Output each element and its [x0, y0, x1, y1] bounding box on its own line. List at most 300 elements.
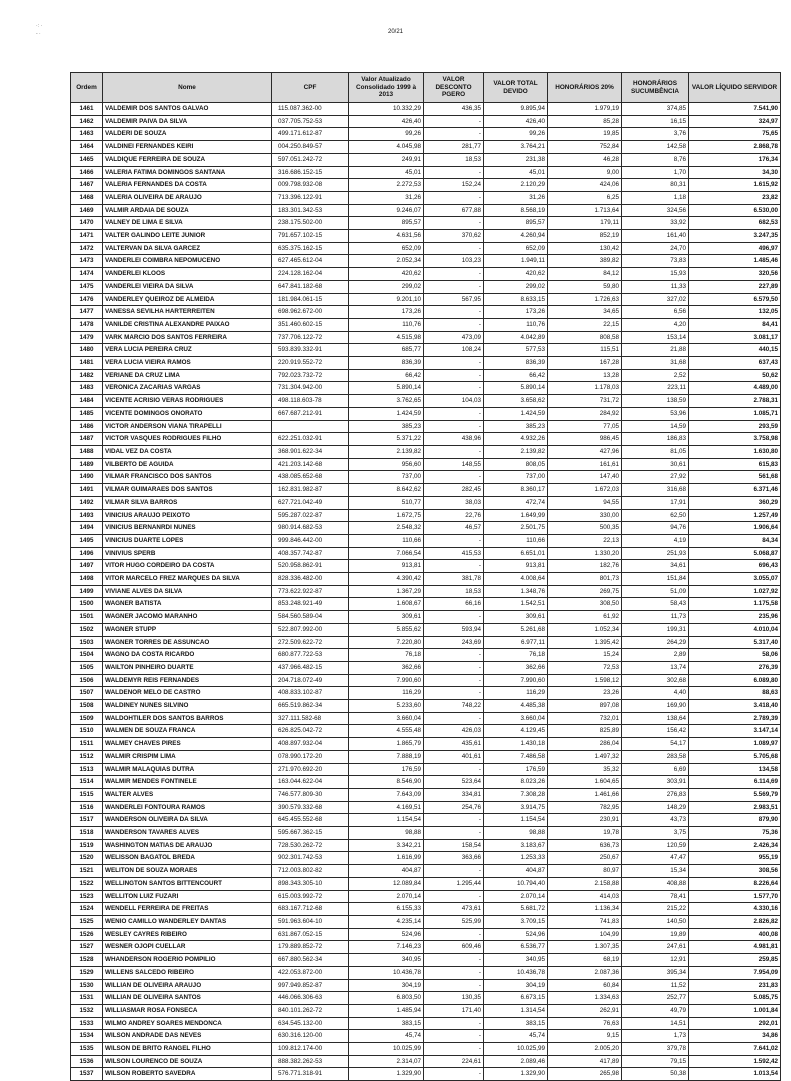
- cell-honorarios-20: 167,28: [548, 357, 622, 370]
- cell-nome: VANILDE CRISTINA ALEXANDRE PAIXAO: [103, 318, 272, 331]
- cell-valor-total: 420,62: [484, 268, 548, 281]
- cell-honorarios-sucumbencia: 13,74: [622, 661, 689, 674]
- cell-honorarios-sucumbencia: 6,56: [622, 306, 689, 319]
- cell-nome: VINICIUS DUARTE LOPES: [103, 534, 272, 547]
- table-row: [71, 115, 781, 128]
- table-row: [71, 420, 781, 433]
- cell-valor-liquido: 6.579,50: [689, 293, 781, 306]
- table-row: [71, 141, 781, 154]
- cell-honorarios-sucumbencia: 62,50: [622, 509, 689, 522]
- cell-valor-desconto: -: [424, 966, 484, 979]
- cell-honorarios-20: 269,75: [548, 585, 622, 598]
- cell-cpf: 898.343.305-10: [272, 877, 349, 890]
- cell-valor-total: 1.253,33: [484, 852, 548, 865]
- cell-valor-atualizado: 1.424,59: [349, 407, 424, 420]
- cell-cpf: 037.705.752-53: [272, 115, 349, 128]
- table-row: [71, 217, 781, 230]
- cell-valor-desconto: -: [424, 318, 484, 331]
- cell-ordem: 1513: [71, 763, 103, 776]
- cell-valor-total: 3.764,21: [484, 141, 548, 154]
- cell-cpf: 888.382.262-53: [272, 1055, 349, 1068]
- cell-valor-total: 110,76: [484, 318, 548, 331]
- cell-valor-desconto: 473,09: [424, 331, 484, 344]
- cell-valor-desconto: -: [424, 661, 484, 674]
- table-row: [71, 687, 781, 700]
- cell-ordem: 1527: [71, 941, 103, 954]
- cell-honorarios-20: 61,92: [548, 611, 622, 624]
- table-row: [71, 954, 781, 967]
- cell-ordem: 1526: [71, 928, 103, 941]
- cell-valor-atualizado: 3.762,65: [349, 395, 424, 408]
- cell-cpf: 438.085.652-68: [272, 471, 349, 484]
- cell-valor-total: 808,05: [484, 458, 548, 471]
- table-row: [71, 877, 781, 890]
- cell-honorarios-sucumbencia: 247,61: [622, 941, 689, 954]
- cell-honorarios-sucumbencia: 30,61: [622, 458, 689, 471]
- table-row: [71, 712, 781, 725]
- cell-honorarios-sucumbencia: 2,52: [622, 369, 689, 382]
- cell-cpf: 437.966.482-15: [272, 661, 349, 674]
- header-honorarios-20: HONORÁRIOS 20%: [548, 73, 622, 103]
- cell-honorarios-sucumbencia: 80,31: [622, 179, 689, 192]
- cell-honorarios-sucumbencia: 6,69: [622, 763, 689, 776]
- cell-honorarios-20: 330,00: [548, 509, 622, 522]
- cell-valor-desconto: -: [424, 814, 484, 827]
- cell-ordem: 1504: [71, 649, 103, 662]
- page-number: 20/21: [387, 29, 403, 35]
- cell-valor-atualizado: 2.314,07: [349, 1055, 424, 1068]
- cell-nome: WESLEY CAYRES RIBEIRO: [103, 928, 272, 941]
- cell-ordem: 1478: [71, 318, 103, 331]
- cell-valor-liquido: 615,83: [689, 458, 781, 471]
- cell-ordem: 1505: [71, 661, 103, 674]
- cell-valor-liquido: 1.577,70: [689, 890, 781, 903]
- cell-nome: WALMIR MENDES FONTINELE: [103, 776, 272, 789]
- cell-valor-total: 4.042,89: [484, 331, 548, 344]
- table-row: [71, 1043, 781, 1056]
- cell-valor-liquido: 4.010,04: [689, 623, 781, 636]
- cell-ordem: 1472: [71, 242, 103, 255]
- cell-valor-desconto: -: [424, 369, 484, 382]
- cell-ordem: 1516: [71, 801, 103, 814]
- cell-cpf: 840.101.262-72: [272, 1004, 349, 1017]
- cell-valor-desconto: 609,46: [424, 941, 484, 954]
- table-row: [71, 344, 781, 357]
- cell-ordem: 1488: [71, 445, 103, 458]
- cell-nome: VICENTE ACRISIO VERAS RODRIGUES: [103, 395, 272, 408]
- cell-valor-desconto: -: [424, 115, 484, 128]
- cell-nome: WALDINEY NUNES SILVINO: [103, 700, 272, 713]
- cell-valor-desconto: -: [424, 827, 484, 840]
- cell-nome: WALMIR MALAQUIAS DUTRA: [103, 763, 272, 776]
- cell-ordem: 1465: [71, 153, 103, 166]
- cell-honorarios-sucumbencia: 49,79: [622, 1004, 689, 1017]
- cell-valor-total: 1.424,59: [484, 407, 548, 420]
- table-row: [71, 166, 781, 179]
- cell-valor-total: 2.120,29: [484, 179, 548, 192]
- cell-valor-atualizado: 1.485,94: [349, 1004, 424, 1017]
- table-row: [71, 750, 781, 763]
- cell-valor-atualizado: 2.548,32: [349, 522, 424, 535]
- cell-nome: WALDENOR MELO DE CASTRO: [103, 687, 272, 700]
- cell-valor-atualizado: 1.154,54: [349, 814, 424, 827]
- cell-cpf: 773.622.922-87: [272, 585, 349, 598]
- cell-valor-total: 1.649,99: [484, 509, 548, 522]
- cell-nome: VANDERLEI KLOOS: [103, 268, 272, 281]
- cell-cpf: 271.970.692-20: [272, 763, 349, 776]
- cell-honorarios-20: 897,08: [548, 700, 622, 713]
- table-row: [71, 306, 781, 319]
- cell-ordem: 1502: [71, 623, 103, 636]
- cell-honorarios-sucumbencia: 302,68: [622, 674, 689, 687]
- cell-valor-total: 8.568,19: [484, 204, 548, 217]
- cell-honorarios-20: 76,63: [548, 1017, 622, 1030]
- cell-valor-total: 3.658,62: [484, 395, 548, 408]
- cell-honorarios-sucumbencia: 14,51: [622, 1017, 689, 1030]
- cell-valor-desconto: 130,35: [424, 992, 484, 1005]
- cell-valor-liquido: 5.569,79: [689, 788, 781, 801]
- cell-valor-total: 3.914,75: [484, 801, 548, 814]
- cell-valor-atualizado: 2.070,14: [349, 890, 424, 903]
- cell-honorarios-20: 808,58: [548, 331, 622, 344]
- cell-valor-liquido: 320,56: [689, 268, 781, 281]
- cell-honorarios-sucumbencia: 15,34: [622, 865, 689, 878]
- cell-valor-total: 116,29: [484, 687, 548, 700]
- cell-honorarios-20: 9,00: [548, 166, 622, 179]
- cell-valor-atualizado: 99,26: [349, 128, 424, 141]
- table-row: [71, 179, 781, 192]
- cell-valor-desconto: -: [424, 865, 484, 878]
- cell-nome: VITOR HUGO CORDEIRO DA COSTA: [103, 560, 272, 573]
- cell-valor-atualizado: 4.169,51: [349, 801, 424, 814]
- cell-valor-total: 4.129,45: [484, 725, 548, 738]
- cell-valor-desconto: -: [424, 534, 484, 547]
- cell-ordem: 1508: [71, 700, 103, 713]
- cell-honorarios-20: 6,25: [548, 191, 622, 204]
- table-row: [71, 407, 781, 420]
- cell-valor-total: 404,87: [484, 865, 548, 878]
- cell-valor-desconto: -: [424, 128, 484, 141]
- cell-valor-total: 1.348,76: [484, 585, 548, 598]
- cell-honorarios-sucumbencia: 17,91: [622, 496, 689, 509]
- cell-valor-atualizado: 2.052,34: [349, 255, 424, 268]
- cell-honorarios-20: 35,32: [548, 763, 622, 776]
- cell-valor-atualizado: 10.332,29: [349, 103, 424, 116]
- cell-ordem: 1498: [71, 573, 103, 586]
- cell-valor-total: 3.709,15: [484, 916, 548, 929]
- cell-valor-atualizado: 652,09: [349, 242, 424, 255]
- cell-valor-atualizado: 426,40: [349, 115, 424, 128]
- cell-honorarios-sucumbencia: 303,91: [622, 776, 689, 789]
- cell-honorarios-sucumbencia: 27,92: [622, 471, 689, 484]
- cell-valor-atualizado: 9.201,10: [349, 293, 424, 306]
- cell-honorarios-20: 59,80: [548, 280, 622, 293]
- cell-valor-desconto: 254,76: [424, 801, 484, 814]
- cell-valor-total: 8.633,15: [484, 293, 548, 306]
- cell-valor-liquido: 1.089,97: [689, 738, 781, 751]
- cell-valor-atualizado: 685,77: [349, 344, 424, 357]
- cell-ordem: 1481: [71, 357, 103, 370]
- cell-ordem: 1484: [71, 395, 103, 408]
- cell-valor-liquido: 75,36: [689, 827, 781, 840]
- cell-honorarios-sucumbencia: 153,14: [622, 331, 689, 344]
- cell-valor-liquido: 1.001,84: [689, 1004, 781, 1017]
- cell-cpf: 999.846.442-00: [272, 534, 349, 547]
- cell-valor-liquido: 4.489,00: [689, 382, 781, 395]
- cell-honorarios-20: 115,51: [548, 344, 622, 357]
- cell-valor-atualizado: 176,59: [349, 763, 424, 776]
- cell-valor-liquido: 2.983,51: [689, 801, 781, 814]
- cell-valor-total: 737,00: [484, 471, 548, 484]
- cell-valor-atualizado: 76,18: [349, 649, 424, 662]
- cell-nome: WILLIAN DE OLIVEIRA SANTOS: [103, 992, 272, 1005]
- cell-valor-total: 2.070,14: [484, 890, 548, 903]
- cell-valor-liquido: 227,89: [689, 280, 781, 293]
- cell-honorarios-sucumbencia: 264,29: [622, 636, 689, 649]
- cell-valor-total: 913,81: [484, 560, 548, 573]
- cell-valor-total: 6.977,11: [484, 636, 548, 649]
- cell-valor-total: 45,74: [484, 1030, 548, 1043]
- cell-cpf: 737.706.122-72: [272, 331, 349, 344]
- cell-ordem: 1479: [71, 331, 103, 344]
- cell-valor-desconto: 281,77: [424, 141, 484, 154]
- cell-honorarios-20: 500,35: [548, 522, 622, 535]
- cell-nome: VALDEMIR PAIVA DA SILVA: [103, 115, 272, 128]
- cell-nome: WILSON DE BRITO RANGEL FILHO: [103, 1043, 272, 1056]
- cell-nome: VILBERTO DE AGUIDA: [103, 458, 272, 471]
- cell-valor-total: 9.895,94: [484, 103, 548, 116]
- cell-cpf: 728.530.262-72: [272, 839, 349, 852]
- table-row: [71, 814, 781, 827]
- cell-cpf: 422.053.872-00: [272, 966, 349, 979]
- table-row: [71, 674, 781, 687]
- cell-valor-desconto: 593,94: [424, 623, 484, 636]
- cell-valor-liquido: 6.089,80: [689, 674, 781, 687]
- table-row: [71, 242, 781, 255]
- table-row: [71, 280, 781, 293]
- cell-ordem: 1520: [71, 852, 103, 865]
- margin-mark: ·: ·: [36, 23, 43, 29]
- cell-valor-atualizado: 4.235,14: [349, 916, 424, 929]
- table-row: [71, 941, 781, 954]
- cell-valor-liquido: 5.317,40: [689, 636, 781, 649]
- cell-honorarios-sucumbencia: 11,33: [622, 280, 689, 293]
- cell-ordem: 1524: [71, 903, 103, 916]
- cell-valor-desconto: 415,53: [424, 547, 484, 560]
- cell-honorarios-20: 13,28: [548, 369, 622, 382]
- table-row: [71, 433, 781, 446]
- cell-honorarios-sucumbencia: 8,76: [622, 153, 689, 166]
- cell-valor-atualizado: 31,26: [349, 191, 424, 204]
- cell-valor-liquido: 8.226,64: [689, 877, 781, 890]
- cell-nome: WILLIAN DE OLIVEIRA ARAUJO: [103, 979, 272, 992]
- cell-valor-total: 66,42: [484, 369, 548, 382]
- cell-valor-desconto: 38,03: [424, 496, 484, 509]
- cell-valor-desconto: 567,95: [424, 293, 484, 306]
- cell-valor-desconto: -: [424, 1043, 484, 1056]
- cell-nome: WANDERLEI FONTOURA RAMOS: [103, 801, 272, 814]
- cell-honorarios-20: 60,84: [548, 979, 622, 992]
- cell-valor-liquido: 231,83: [689, 979, 781, 992]
- cell-cpf: 272.509.622-72: [272, 636, 349, 649]
- cell-valor-desconto: -: [424, 1030, 484, 1043]
- cell-cpf: 731.304.942-00: [272, 382, 349, 395]
- cell-valor-liquido: 84,34: [689, 534, 781, 547]
- cell-nome: VINICIUS ARAUJO PEIXOTO: [103, 509, 272, 522]
- cell-valor-total: 2.089,46: [484, 1055, 548, 1068]
- cell-cpf: 162.831.982-87: [272, 484, 349, 497]
- table-row: [71, 839, 781, 852]
- cell-valor-desconto: 334,81: [424, 788, 484, 801]
- table-row: [71, 725, 781, 738]
- cell-honorarios-sucumbencia: 14,59: [622, 420, 689, 433]
- cell-valor-atualizado: 66,42: [349, 369, 424, 382]
- cell-cpf: 368.901.622-34: [272, 445, 349, 458]
- cell-honorarios-20: 15,24: [548, 649, 622, 662]
- cell-valor-liquido: 1.175,58: [689, 598, 781, 611]
- cell-nome: WALDOHTILER DOS SANTOS BARROS: [103, 712, 272, 725]
- cell-ordem: 1496: [71, 547, 103, 560]
- cell-valor-atualizado: 7.643,09: [349, 788, 424, 801]
- table-row: [71, 852, 781, 865]
- cell-ordem: 1468: [71, 191, 103, 204]
- cell-valor-atualizado: 110,76: [349, 318, 424, 331]
- cell-valor-liquido: 1.257,49: [689, 509, 781, 522]
- cell-valor-total: 5.261,68: [484, 623, 548, 636]
- cell-ordem: 1470: [71, 217, 103, 230]
- cell-cpf: 499.171.612-87: [272, 128, 349, 141]
- cell-valor-desconto: -: [424, 954, 484, 967]
- cell-valor-atualizado: 3.342,21: [349, 839, 424, 852]
- cell-valor-atualizado: 98,88: [349, 827, 424, 840]
- cell-honorarios-20: 417,89: [548, 1055, 622, 1068]
- cell-nome: WANDERSON OLIVEIRA DA SILVA: [103, 814, 272, 827]
- cell-valor-desconto: -: [424, 979, 484, 992]
- cell-ordem: 1493: [71, 509, 103, 522]
- cell-valor-desconto: 363,66: [424, 852, 484, 865]
- cell-valor-desconto: 46,57: [424, 522, 484, 535]
- cell-valor-desconto: 158,54: [424, 839, 484, 852]
- cell-valor-desconto: 22,76: [424, 509, 484, 522]
- cell-nome: WELITON DE SOUZA MORAES: [103, 865, 272, 878]
- cell-valor-total: 362,66: [484, 661, 548, 674]
- cell-honorarios-sucumbencia: 81,05: [622, 445, 689, 458]
- cell-valor-atualizado: 6.803,50: [349, 992, 424, 1005]
- cell-valor-liquido: 6.530,00: [689, 204, 781, 217]
- cell-valor-total: 231,38: [484, 153, 548, 166]
- cell-honorarios-20: 130,42: [548, 242, 622, 255]
- cell-ordem: 1530: [71, 979, 103, 992]
- cell-valor-total: 176,59: [484, 763, 548, 776]
- table-row: [71, 623, 781, 636]
- cell-valor-liquido: 3.147,14: [689, 725, 781, 738]
- cell-cpf: 520.958.862-91: [272, 560, 349, 573]
- cell-valor-liquido: 7.954,09: [689, 966, 781, 979]
- cell-honorarios-20: 1.178,03: [548, 382, 622, 395]
- cell-cpf: 631.867.052-15: [272, 928, 349, 941]
- cell-valor-desconto: 18,53: [424, 585, 484, 598]
- cell-valor-atualizado: 6.155,33: [349, 903, 424, 916]
- cell-honorarios-20: 1.598,12: [548, 674, 622, 687]
- cell-ordem: 1494: [71, 522, 103, 535]
- cell-honorarios-20: 80,97: [548, 865, 622, 878]
- cell-valor-liquido: 5.068,87: [689, 547, 781, 560]
- cell-honorarios-sucumbencia: 186,83: [622, 433, 689, 446]
- cell-nome: WAGNER STUPP: [103, 623, 272, 636]
- header-ordem: Ordem: [71, 73, 103, 103]
- cell-valor-desconto: 438,96: [424, 433, 484, 446]
- cell-valor-desconto: 18,53: [424, 153, 484, 166]
- cell-honorarios-20: 1.334,63: [548, 992, 622, 1005]
- table-row: [71, 865, 781, 878]
- cell-nome: VIDAL VEZ DA COSTA: [103, 445, 272, 458]
- cell-ordem: 1497: [71, 560, 103, 573]
- cell-honorarios-sucumbencia: 21,88: [622, 344, 689, 357]
- cell-nome: VALTERVAN DA SILVA GARCEZ: [103, 242, 272, 255]
- table-row: [71, 509, 781, 522]
- cell-valor-atualizado: 2.272,53: [349, 179, 424, 192]
- cell-ordem: 1523: [71, 890, 103, 903]
- cell-honorarios-20: 1.461,66: [548, 788, 622, 801]
- cell-cpf: 627.721.042-49: [272, 496, 349, 509]
- cell-valor-liquido: 58,06: [689, 649, 781, 662]
- cell-nome: WILMO ANDREY SOARES MENDONCA: [103, 1017, 272, 1030]
- cell-valor-desconto: 426,03: [424, 725, 484, 738]
- cell-honorarios-sucumbencia: 54,17: [622, 738, 689, 751]
- cell-cpf: 408.833.102-87: [272, 687, 349, 700]
- cell-honorarios-20: 265,98: [548, 1068, 622, 1081]
- cell-ordem: 1510: [71, 725, 103, 738]
- cell-cpf: 220.919.552-72: [272, 357, 349, 370]
- cell-honorarios-20: 147,40: [548, 471, 622, 484]
- cell-valor-desconto: 152,24: [424, 179, 484, 192]
- cell-valor-total: 426,40: [484, 115, 548, 128]
- cell-honorarios-sucumbencia: 51,09: [622, 585, 689, 598]
- cell-cpf: 595.667.362-15: [272, 827, 349, 840]
- cell-valor-atualizado: 8.546,90: [349, 776, 424, 789]
- cell-valor-desconto: 523,64: [424, 776, 484, 789]
- cell-honorarios-20: 284,92: [548, 407, 622, 420]
- cell-nome: VICTOR VASQUES RODRIGUES FILHO: [103, 433, 272, 446]
- cell-cpf: 109.812.174-00: [272, 1043, 349, 1056]
- cell-valor-desconto: -: [424, 611, 484, 624]
- cell-honorarios-20: 825,89: [548, 725, 622, 738]
- cell-honorarios-sucumbencia: 4,20: [622, 318, 689, 331]
- cell-ordem: 1491: [71, 484, 103, 497]
- cell-ordem: 1529: [71, 966, 103, 979]
- cell-nome: VILMAR FRANCISCO DOS SANTOS: [103, 471, 272, 484]
- cell-ordem: 1522: [71, 877, 103, 890]
- cell-honorarios-sucumbencia: 156,42: [622, 725, 689, 738]
- cell-valor-liquido: 1.630,80: [689, 445, 781, 458]
- cell-ordem: 1501: [71, 611, 103, 624]
- table-row: [71, 103, 781, 116]
- cell-valor-atualizado: 1.329,90: [349, 1068, 424, 1081]
- cell-valor-total: 4.260,94: [484, 230, 548, 243]
- cell-honorarios-sucumbencia: 11,52: [622, 979, 689, 992]
- cell-nome: WAGNER BATISTA: [103, 598, 272, 611]
- cell-honorarios-sucumbencia: 1,18: [622, 191, 689, 204]
- cell-honorarios-20: 46,28: [548, 153, 622, 166]
- cell-cpf: 595.287.022-87: [272, 509, 349, 522]
- cell-nome: VICENTE DOMINGOS ONORATO: [103, 407, 272, 420]
- cell-honorarios-sucumbencia: 140,50: [622, 916, 689, 929]
- cell-honorarios-20: 2.158,88: [548, 877, 622, 890]
- cell-valor-total: 76,18: [484, 649, 548, 662]
- table-row: [71, 191, 781, 204]
- cell-valor-desconto: -: [424, 674, 484, 687]
- cell-cpf: 698.962.672-00: [272, 306, 349, 319]
